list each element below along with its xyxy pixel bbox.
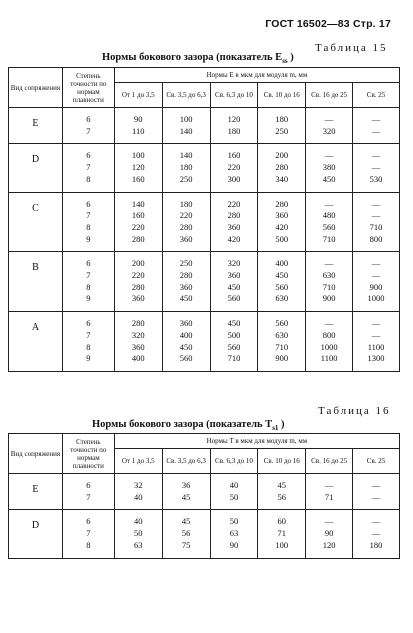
col-header-module: От 1 до 3,5 [114,83,162,108]
row-type: D [9,510,63,558]
row-degrees: 6 7 8 [62,510,114,558]
col-header-module: От 1 до 3,5 [114,449,162,474]
table-cell: — — [353,474,400,510]
table-cell: 320 360 450 560 [210,252,258,312]
table-cell: — 90 120 [306,510,353,558]
table-row [9,312,400,372]
table-row [9,192,400,252]
table-cell: 160 220 300 [210,144,258,192]
col-header-degree: Степень точности по нормам плавности [62,434,114,474]
table-cell: 140 160 220 280 [114,192,162,252]
row-degrees: 6 7 8 9 [62,192,114,252]
table-cell: 140 180 250 [162,144,210,192]
col-header-module: Св. 3,5 до 6,3 [162,449,210,474]
table-cell: 400 450 560 630 [258,252,306,312]
row-type: B [9,252,63,312]
table-cell: — 800 1000 1100 [306,312,353,372]
table-cell: 40 50 63 [114,510,162,558]
row-type: E [9,474,63,510]
table-row [9,108,400,144]
table-cell: 560 630 710 900 [258,312,306,372]
table-cell: — 71 [306,474,353,510]
row-degrees: 6 7 8 9 [62,312,114,372]
table-cell: 50 63 90 [210,510,258,558]
table-cell: — 320 [306,108,353,144]
col-header-module: Св. 10 до 16 [258,83,306,108]
table-cell: 32 40 [114,474,162,510]
table-cell: 36 45 [162,474,210,510]
col-header-degree: Степень точности по нормам плавности [62,68,114,108]
table-cell: 100 140 [162,108,210,144]
table-cell: — 630 710 900 [306,252,353,312]
table-cell: 220 280 360 420 [210,192,258,252]
table-cell: 280 320 360 400 [114,312,162,372]
table-cell: — — 180 [353,510,400,558]
row-degrees: 6 7 8 9 [62,252,114,312]
table-15-title: Нормы бокового зазора (показатель $E_{ss}$ ) [102,52,294,66]
table-15-label: Таблица 15 [315,42,388,54]
row-type: C [9,192,63,252]
col-header-module: Св. 25 [353,83,400,108]
table-cell: 180 250 [258,108,306,144]
col-header-module: Св. 6,3 до 10 [210,83,258,108]
table-cell: — — 1100 1300 [353,312,400,372]
col-header-module: Св. 3,5 до 6,3 [162,83,210,108]
table-cell: 120 180 [210,108,258,144]
row-type: D [9,144,63,192]
table-15 [8,67,400,372]
col-header-type: Вид сопряжения [9,434,63,474]
table-row [9,474,400,510]
table-cell: 90 110 [114,108,162,144]
table-16-label: Таблица 16 [318,405,391,417]
table-cell: 100 120 160 [114,144,162,192]
row-degrees: 6 7 [62,108,114,144]
table-cell: — — 530 [353,144,400,192]
page-header: ГОСТ 16502—83 Стр. 17 [265,18,391,30]
col-header-module: Св. 25 [353,449,400,474]
row-degrees: 6 7 [62,474,114,510]
table-row [9,252,400,312]
table-cell: 45 56 [258,474,306,510]
table-cell: 280 360 420 500 [258,192,306,252]
col-header-module: Св. 6,3 до 10 [210,449,258,474]
table-cell: 60 71 100 [258,510,306,558]
col-header-module: Св. 16 до 25 [306,83,353,108]
row-degrees: 6 7 8 [62,144,114,192]
table-cell: 450 500 560 710 [210,312,258,372]
table-row [9,510,400,558]
col-header-module: Св. 16 до 25 [306,449,353,474]
col-header-group: Нормы T в мкм для модуля m, мм [114,434,399,449]
row-type: E [9,108,63,144]
table-cell: — 480 560 710 [306,192,353,252]
table-cell: 40 50 [210,474,258,510]
table-cell: — 380 450 [306,144,353,192]
row-type: A [9,312,63,372]
table-16-title: Нормы бокового зазора (показатель $T_{s1}$ ) [92,419,285,433]
table-cell: 360 400 450 560 [162,312,210,372]
table-cell: 250 280 360 450 [162,252,210,312]
table-row [9,144,400,192]
table-cell: — — 900 1000 [353,252,400,312]
col-header-group: Нормы E в мкм для модуля m, мм [114,68,399,83]
col-header-module: Св. 10 до 16 [258,449,306,474]
table-16 [8,433,400,559]
col-header-type: Вид сопряжения [9,68,63,108]
table-cell: — — [353,108,400,144]
table-cell: 200 280 340 [258,144,306,192]
table-cell: 45 56 75 [162,510,210,558]
table-cell: 200 220 280 360 [114,252,162,312]
table-cell: — — 710 800 [353,192,400,252]
table-cell: 180 220 280 360 [162,192,210,252]
